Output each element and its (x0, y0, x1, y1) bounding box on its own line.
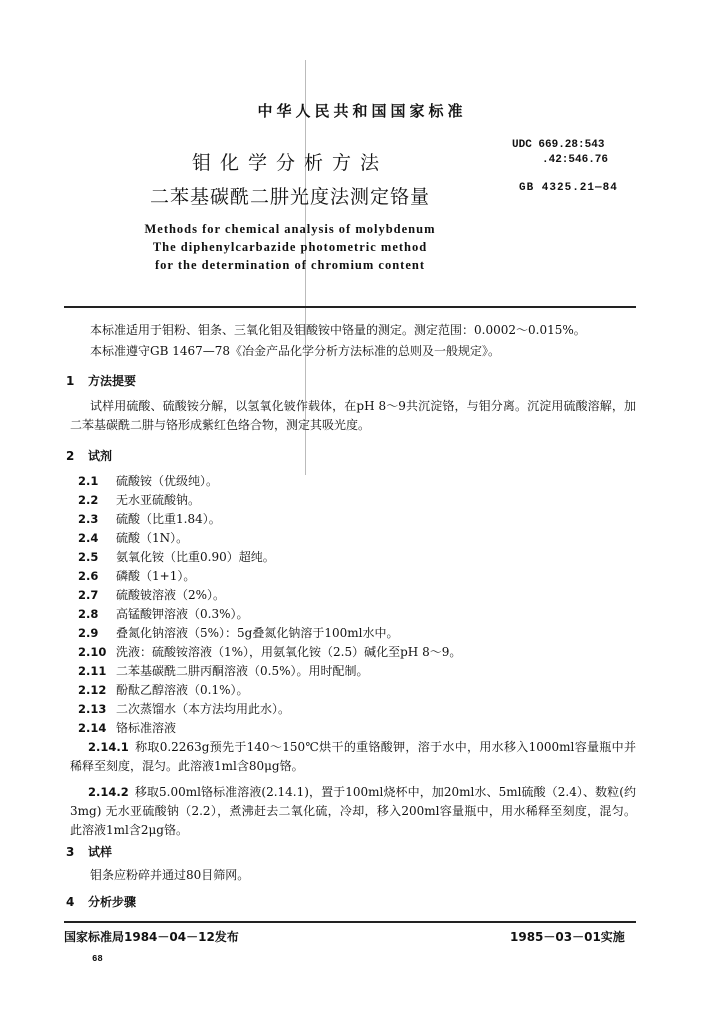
title-chinese-line2: 二苯基碳酰二肼光度法测定铬量 (149, 186, 430, 208)
reagent-item (78, 548, 275, 565)
reagent-number: 2.14 (78, 721, 107, 735)
reagent-text: 氨氧化铵（比重0.90）超纯。 (116, 550, 275, 564)
section-4-number: 4 (66, 895, 75, 909)
section-4-title: 分析步骤 (88, 895, 137, 909)
section-1-number: 1 (66, 374, 75, 388)
section-3-number: 3 (66, 845, 75, 859)
section-1-text: 试样用硫酸、硫酸铵分解，以氢氧化铍作载体，在pH 8～9共沉淀铬，与钼分离。沉淀用硫酸溶解，加二苯基碳酰二肼与铬形成紫红色络合物，测定其吸光度。 (70, 399, 636, 432)
effective-date: 1985－03－01实施 (510, 930, 625, 944)
reagent-item (78, 472, 218, 489)
page-number: 68 (92, 954, 103, 964)
reagent-item (78, 624, 398, 641)
reagent-number: 2.12 (78, 683, 107, 697)
reagent-number: 2.5 (78, 550, 99, 564)
title-english-line1: Methods for chemical analysis of molybdenum (144, 222, 436, 236)
reagent-item (78, 510, 221, 527)
reagent-item (78, 662, 369, 679)
reagent-text: 叠氮化钠溶液（5%）：5g叠氮化钠溶于100ml水中。 (116, 626, 399, 640)
gb-number: GB 4325.21—84 (519, 182, 618, 194)
subsection-2-14-2 (70, 783, 636, 840)
reagent-number: 2.4 (78, 531, 99, 545)
reagent-item (78, 491, 200, 508)
reagent-item (78, 586, 225, 603)
reagent-text: 硫酸（比重1.84）。 (116, 512, 221, 526)
reagent-item (78, 529, 188, 546)
reagent-text: 硫酸铵（优级纯）。 (116, 474, 219, 488)
reagent-number: 2.3 (78, 512, 99, 526)
reagent-item (78, 681, 249, 698)
reagent-text: 铬标准溶液 (116, 721, 177, 735)
udc-line1: UDC 669.28:543 (512, 139, 605, 151)
reagent-number: 2.13 (78, 702, 107, 716)
reagent-number: 2.8 (78, 607, 99, 621)
udc-code (512, 138, 642, 168)
reagent-text: 二次蒸馏水（本方法均用此水）。 (116, 702, 291, 716)
reagent-number: 2.11 (78, 664, 107, 678)
section-1-heading (66, 372, 136, 389)
reagent-number: 2.9 (78, 626, 99, 640)
reagent-item (78, 643, 461, 660)
reagent-text: 磷酸（1+1）。 (116, 569, 196, 583)
reagent-text: 高锰酸钾溶液（0.3%）。 (116, 607, 249, 621)
intro-paragraph-2: 本标准遵守GB 1467—78《冶金产品化学分析方法标准的总则及一般规定》。 (90, 344, 501, 358)
reagent-text: 酚酞乙醇溶液（0.1%）。 (116, 683, 249, 697)
section-2-title: 试剂 (88, 449, 113, 463)
header-divider (64, 306, 636, 308)
title-english-line3: for the determination of chromium content (154, 258, 426, 272)
subsection-number: 2.14.1 (88, 740, 129, 754)
section-3-text: 钼条应粉碎并通过80目筛网。 (90, 868, 250, 882)
issue-date: 国家标准局1984－04－12发布 (64, 930, 239, 944)
footer-divider (64, 921, 636, 923)
intro-paragraph-1: 本标准适用于钼粉、钼条、三氧化钼及钼酸铵中铬量的测定。测定范围：0.0002～0.015%。 (90, 323, 586, 337)
reagent-text: 二苯基碳酰二肼丙酮溶液（0.5%）。用时配制。 (116, 664, 369, 678)
section-1-title: 方法提要 (88, 374, 137, 388)
section-3-title: 试样 (88, 845, 113, 859)
subsection-number: 2.14.2 (88, 785, 129, 799)
title-english-line2: The diphenylcarbazide photometric method (152, 240, 428, 254)
reagent-text: 硫酸铍溶液（2%）。 (116, 588, 226, 602)
reagent-number: 2.10 (78, 645, 107, 659)
reagent-number: 2.2 (78, 493, 99, 507)
subsection-2-14-1 (70, 738, 636, 776)
subsection-text: 称取0.2263g预先于140～150℃烘干的重铬酸钾，溶于水中，用水移入1000ml容量瓶中并稀释至刻度，混匀。此溶液1ml含80μg铬。 (70, 740, 636, 773)
subsection-text: 移取5.00ml铬标准溶液(2.14.1)，置于100ml烧杯中，加20ml水、5ml硫酸（2.4）、数粒(约3mg) 无水亚硫酸钠（2.2），煮沸赶去二氧化硫，冷却，移入200ml容量瓶中，用水稀释至刻度，混匀。此溶液1ml含2μg铬。 (70, 785, 636, 837)
reagent-number: 2.6 (78, 569, 99, 583)
section-3-heading (66, 843, 112, 860)
reagent-number: 2.1 (78, 474, 99, 488)
section-4-heading (66, 893, 136, 910)
reagent-text: 硫酸（1N）。 (116, 531, 189, 545)
reagent-item (78, 700, 290, 717)
section-2-heading (66, 447, 112, 464)
reagent-text: 洗液：硫酸铵溶液（1%），用氨氧化铵（2.5）碱化至pH 8～9。 (116, 645, 462, 659)
udc-line2: .42:546.76 (542, 154, 609, 166)
reagent-number: 2.7 (78, 588, 99, 602)
section-2-number: 2 (66, 449, 75, 463)
reagent-item (78, 719, 176, 736)
reagent-item (78, 567, 195, 584)
title-chinese-line1: 钼化学分析方法 (191, 152, 388, 174)
reagent-item (78, 605, 249, 622)
standard-org-header: 中华人民共和国国家标准 (257, 102, 467, 120)
reagent-text: 无水亚硫酸钠。 (116, 493, 201, 507)
